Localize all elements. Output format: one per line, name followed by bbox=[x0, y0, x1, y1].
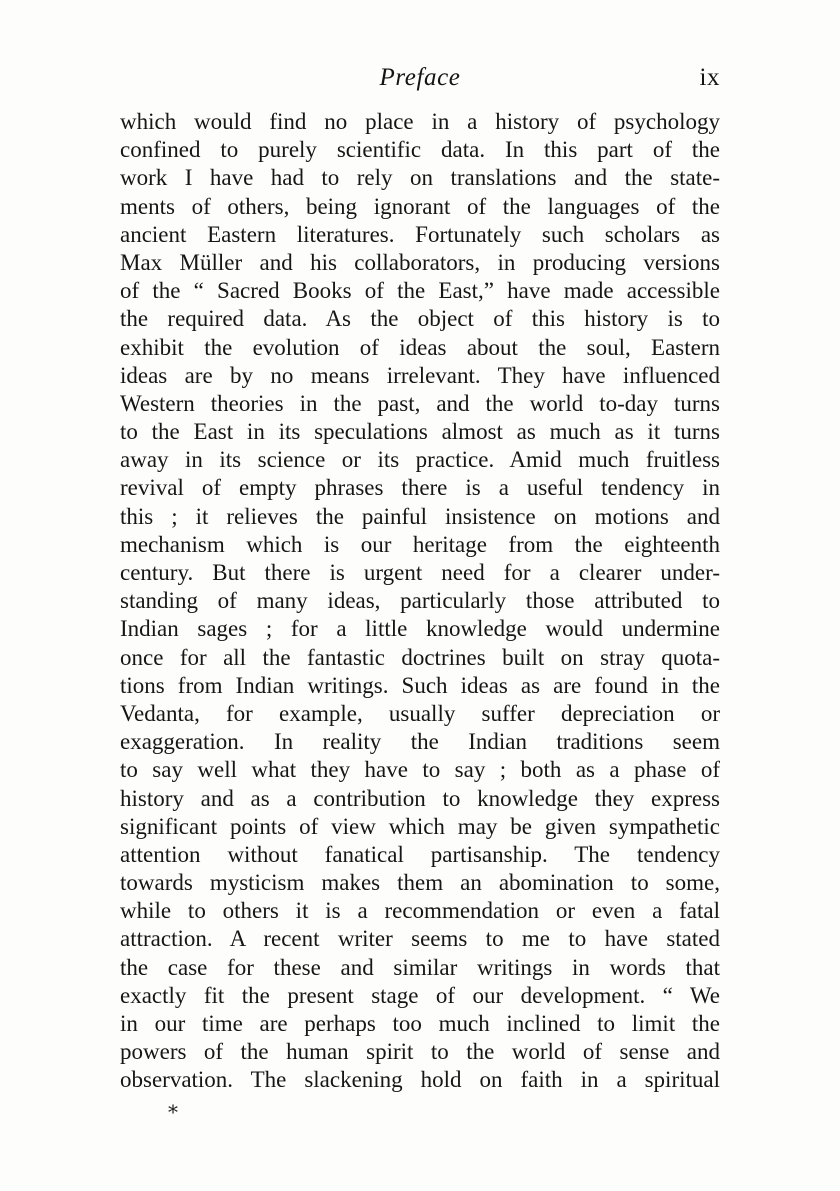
text-line: tions from Indian writings. Such ideas as are found in the bbox=[120, 672, 720, 698]
text-line: Indian sages ; for a little knowledge would undermine bbox=[120, 616, 720, 642]
text-line: Vedanta, for example, usually suffer depreciation or bbox=[120, 700, 720, 726]
text-line: century. But there is urgent need for a clearer under- bbox=[120, 560, 720, 585]
text-line: Max Müller and his collaborators, in producing versions bbox=[120, 249, 720, 275]
text-line: revival of empty phrases there is a useful tendency in bbox=[120, 475, 720, 501]
text-line: ancient Eastern literatures. Fortunately such scholars as bbox=[120, 221, 720, 247]
text-line: mechanism which is our heritage from the eighteenth bbox=[120, 531, 720, 557]
page-number: ix bbox=[699, 64, 720, 91]
text-line: work I have had to rely on translations and the state- bbox=[120, 165, 720, 191]
running-title: Preface bbox=[379, 64, 461, 91]
text-line: confined to purely scientific data. In this part of the bbox=[120, 137, 720, 163]
text-line: ments of others, being ignorant of the languages of the bbox=[120, 193, 720, 219]
text-line: the required data. As the object of this history is to bbox=[120, 306, 720, 332]
text-line: attention without fanatical partisanship. The tendency bbox=[120, 841, 720, 867]
text-line: standing of many ideas, particularly those attributed to bbox=[120, 588, 720, 614]
text-line: once for all the fantastic doctrines built on stray quota- bbox=[120, 644, 720, 670]
text-line: observation. The slackening hold on faith in a spiritual bbox=[120, 1067, 720, 1093]
text-line: while to others it is a recommendation or even a fatal bbox=[120, 898, 720, 924]
text-line: ideas are by no means irrelevant. They have influenced bbox=[120, 362, 720, 388]
text-line: which would find no place in a history of psychology bbox=[120, 109, 720, 134]
text-line: towards mysticism makes them an abomination to some, bbox=[120, 870, 720, 896]
text-line: attraction. A recent writer seems to me to have stated bbox=[120, 926, 720, 952]
text-line: in our time are perhaps too much inclined to limit the bbox=[120, 1011, 720, 1036]
text-line: this ; it relieves the painful insistence on motions and bbox=[120, 503, 720, 529]
text-line: to say well what they have to say ; both as a phase of bbox=[120, 757, 720, 783]
text-line: to the East in its speculations almost as much as it turns bbox=[120, 419, 720, 445]
body-text bbox=[120, 108, 720, 1095]
text-line: exactly fit the present stage of our development. “ We bbox=[120, 982, 720, 1008]
text-line: exaggeration. In reality the Indian traditions seem bbox=[120, 729, 720, 755]
text-line: of the “ Sacred Books of the East,” have made accessible bbox=[120, 278, 720, 304]
text-line: significant points of view which may be given sympathetic bbox=[120, 813, 720, 839]
text-line: away in its science or its practice. Amid much fruitless bbox=[120, 447, 720, 473]
text-line: history and as a contribution to knowledge they express bbox=[120, 785, 720, 811]
text-line: Western theories in the past, and the world to-day turns bbox=[120, 390, 720, 416]
text-line: powers of the human spirit to the world of sense and bbox=[120, 1039, 720, 1065]
signature-mark: * bbox=[168, 1100, 178, 1124]
text-line: exhibit the evolution of ideas about the soul, Eastern bbox=[120, 334, 720, 360]
page-header bbox=[120, 64, 720, 100]
text-line: the case for these and similar writings in words that bbox=[120, 954, 720, 980]
